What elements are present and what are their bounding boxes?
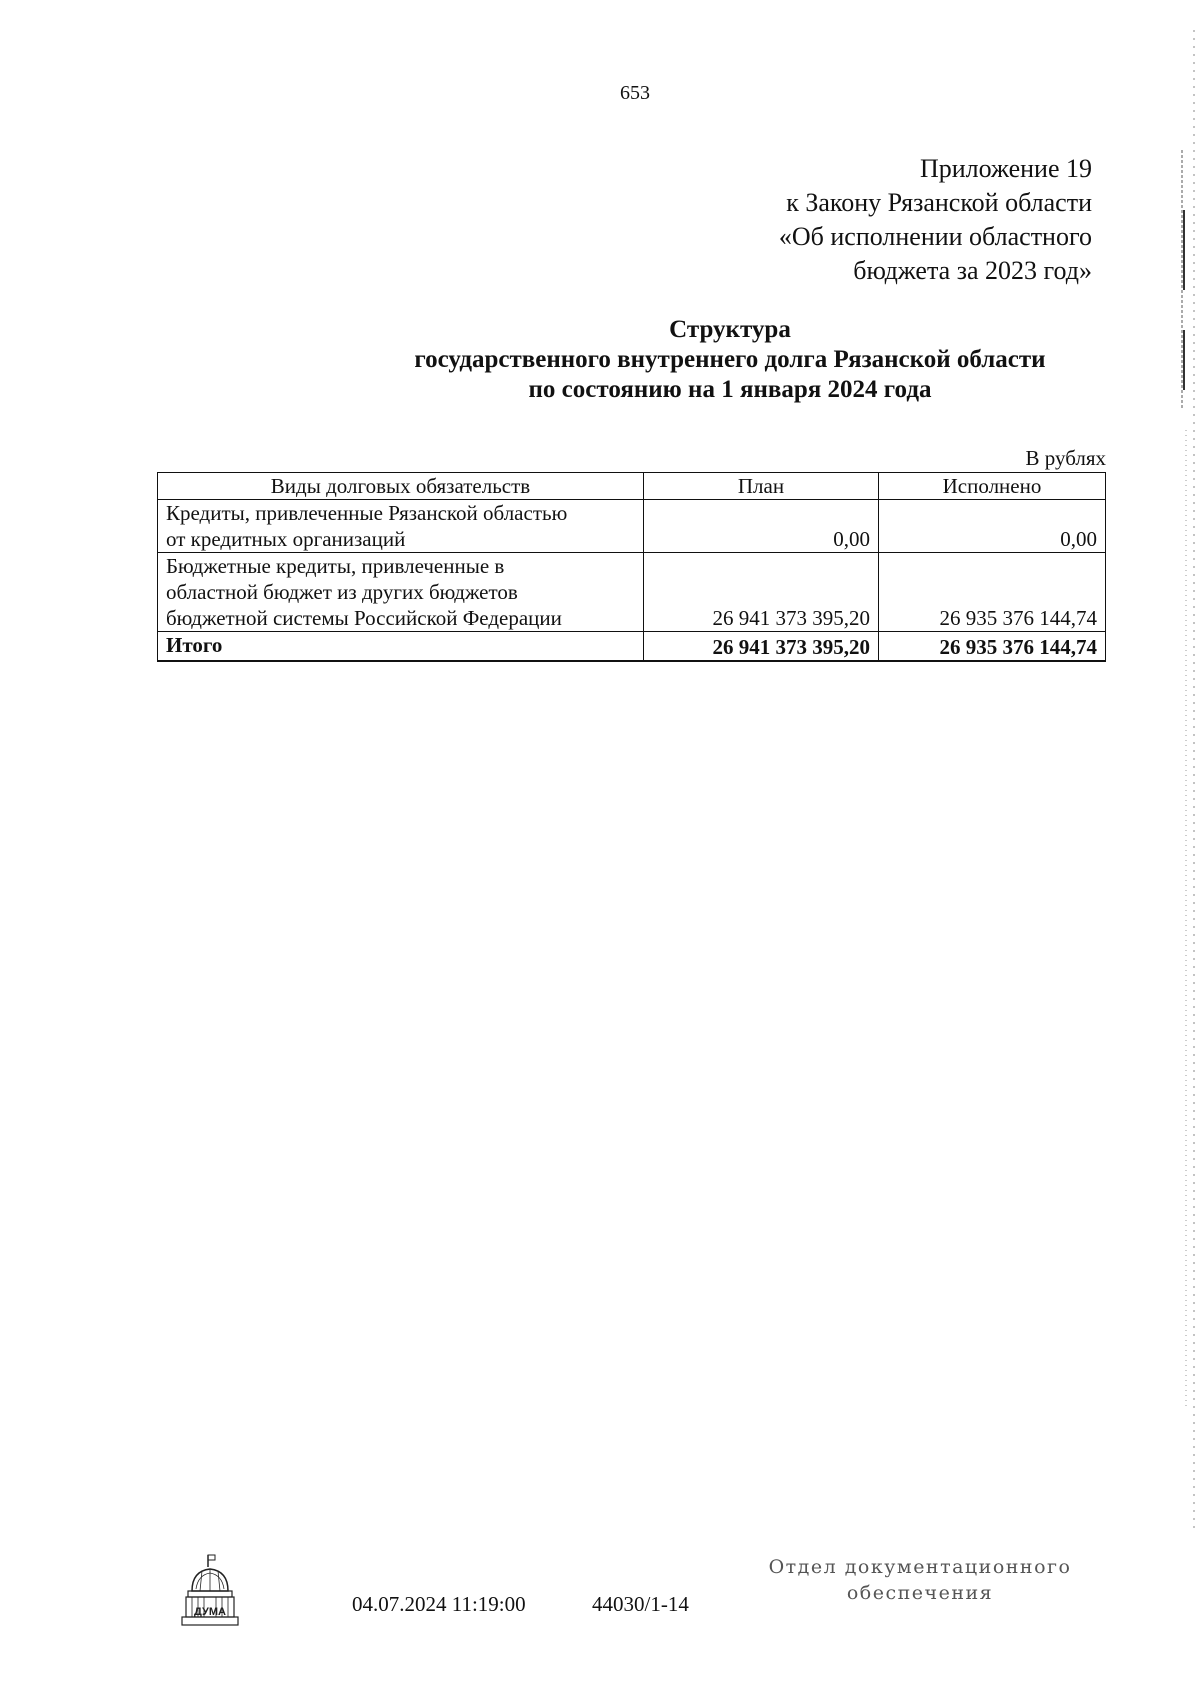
stamp-line: Отдел документационного <box>768 1556 1072 1578</box>
table-header-row <box>158 473 1106 500</box>
page-number: 653 <box>620 82 650 104</box>
appendix-line: Приложение 19 <box>919 154 1092 183</box>
row-name <box>158 500 644 553</box>
total-done: 26 935 376 144,74 <box>879 632 1106 662</box>
row-plan: 0,00 <box>644 500 879 553</box>
table-row <box>158 500 1106 553</box>
row-name-line: Бюджетные кредиты, привлеченные в <box>166 554 505 578</box>
row-name-line: областной бюджет из других бюджетов <box>166 580 518 604</box>
header-plan: План <box>644 473 879 500</box>
row-name <box>158 553 644 632</box>
row-plan: 26 941 373 395,20 <box>644 553 879 632</box>
header-debt-type: Виды долговых обязательств <box>158 473 644 500</box>
scan-edge-marks <box>1176 30 1200 1530</box>
appendix-header <box>779 152 1092 288</box>
stamp-line: обеспечения <box>846 1582 994 1604</box>
debt-table <box>157 472 1106 662</box>
title-line: Структура <box>669 316 791 343</box>
footer-date: 04.07.2024 11:19:00 <box>352 1592 526 1616</box>
row-name-line: Кредиты, привлеченные Рязанской областью <box>166 501 568 525</box>
row-name-line: от кредитных организаций <box>166 527 406 551</box>
total-row <box>158 632 1106 662</box>
total-label: Итого <box>158 632 644 662</box>
title-line: государственного внутреннего долга Рязанской области <box>414 346 1046 373</box>
emblem-label: ДУМА <box>194 1606 226 1618</box>
appendix-line: к Закону Рязанской области <box>786 188 1092 217</box>
title-line: по состоянию на 1 января 2024 года <box>528 376 932 403</box>
row-done: 0,00 <box>879 500 1106 553</box>
duma-emblem-icon <box>178 1553 242 1629</box>
row-done: 26 935 376 144,74 <box>879 553 1106 632</box>
row-name-line: бюджетной системы Российской Федерации <box>166 606 562 630</box>
department-stamp <box>760 1554 1080 1606</box>
total-plan: 26 941 373 395,20 <box>644 632 879 662</box>
footer-registration-number: 44030/1-14 <box>592 1592 689 1616</box>
units-label: В рублях <box>1025 446 1106 470</box>
document-title <box>150 315 1200 405</box>
table-row <box>158 553 1106 632</box>
header-done: Исполнено <box>879 473 1106 500</box>
appendix-line: бюджета за 2023 год» <box>853 256 1092 285</box>
appendix-line: «Об исполнении областного <box>778 222 1092 251</box>
